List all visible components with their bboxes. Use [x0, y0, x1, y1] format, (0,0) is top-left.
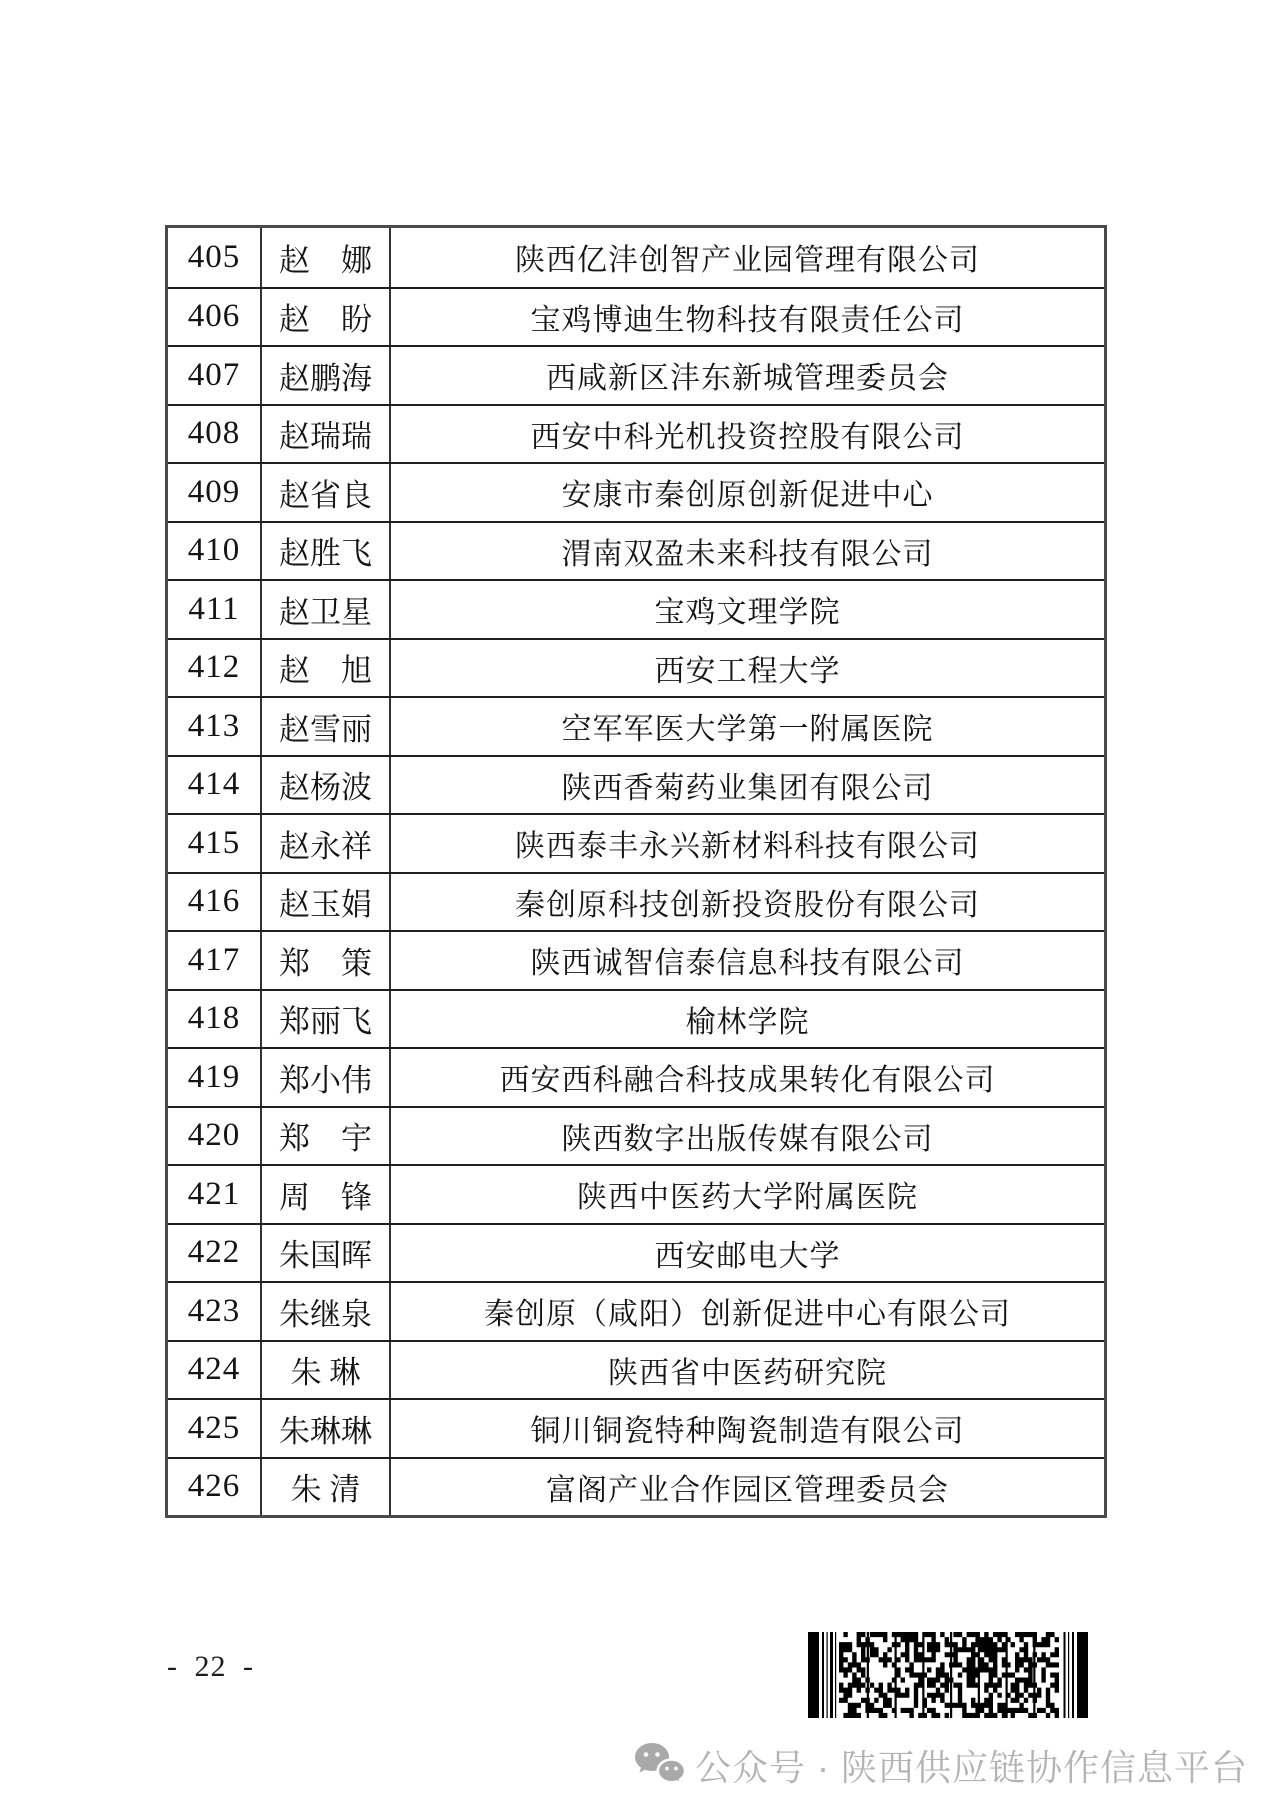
row-number: 415 — [187, 824, 241, 861]
organization-name: 铜川铜瓷特种陶瓷制造有限公司 — [389, 1400, 1104, 1457]
organization-name: 秦创原（咸阳）创新促进中心有限公司 — [389, 1283, 1104, 1340]
table-row — [168, 1398, 1104, 1457]
organization-name: 陕西香菊药业集团有限公司 — [389, 757, 1104, 814]
table-row — [168, 1106, 1104, 1165]
organization-name: 西安中科光机投资控股有限公司 — [389, 406, 1104, 463]
organization-name: 西安邮电大学 — [389, 1225, 1104, 1282]
organization-name: 陕西泰丰永兴新材料科技有限公司 — [389, 815, 1104, 872]
row-number: 420 — [187, 1117, 241, 1154]
person-name: 赵 旭 — [260, 640, 389, 697]
wechat-watermark-footer — [634, 1740, 1248, 1791]
person-name: 郑小伟 — [260, 1049, 389, 1106]
wechat-icon — [634, 1742, 686, 1789]
person-name: 郑丽飞 — [260, 991, 389, 1048]
organization-name: 陕西数字出版传媒有限公司 — [389, 1108, 1104, 1165]
organization-name: 秦创原科技创新投资股份有限公司 — [389, 874, 1104, 931]
row-number: 409 — [187, 473, 241, 510]
person-name: 赵永祥 — [260, 815, 389, 872]
row-number: 410 — [187, 532, 241, 569]
person-name: 赵 娜 — [260, 228, 389, 287]
roster-table — [165, 225, 1107, 1518]
person-name: 赵省良 — [260, 464, 389, 521]
table-row — [168, 1047, 1104, 1106]
table-row — [168, 872, 1104, 931]
row-number: 408 — [187, 415, 241, 452]
person-name: 赵胜飞 — [260, 523, 389, 580]
row-number: 423 — [187, 1292, 241, 1329]
organization-name: 空军军医大学第一附属医院 — [389, 698, 1104, 755]
organization-name: 陕西省中医药研究院 — [389, 1342, 1104, 1399]
organization-name: 渭南双盈未来科技有限公司 — [389, 523, 1104, 580]
organization-name: 宝鸡博迪生物科技有限责任公司 — [389, 289, 1104, 346]
pdf417-barcode-image — [808, 1632, 1088, 1718]
table-row — [168, 638, 1104, 697]
row-number: 418 — [187, 1000, 241, 1037]
row-number: 407 — [187, 356, 241, 393]
row-number: 414 — [187, 766, 241, 803]
table-row — [168, 579, 1104, 638]
person-name: 赵 盼 — [260, 289, 389, 346]
organization-name: 西咸新区沣东新城管理委员会 — [389, 347, 1104, 404]
table-row — [168, 813, 1104, 872]
row-number: 425 — [187, 1409, 241, 1446]
table-row — [168, 755, 1104, 814]
row-number: 413 — [187, 707, 241, 744]
person-name: 赵玉娟 — [260, 874, 389, 931]
table-row — [168, 1457, 1104, 1516]
table-row — [168, 1223, 1104, 1282]
person-name: 朱琳琳 — [260, 1400, 389, 1457]
organization-name: 宝鸡文理学院 — [389, 581, 1104, 638]
table-row — [168, 989, 1104, 1048]
row-number: 426 — [187, 1468, 241, 1505]
table-row — [168, 404, 1104, 463]
row-number: 424 — [187, 1351, 241, 1388]
table-row — [168, 1164, 1104, 1223]
table-row — [168, 696, 1104, 755]
table-row — [168, 462, 1104, 521]
row-number: 417 — [187, 941, 241, 978]
person-name: 郑 宇 — [260, 1108, 389, 1165]
person-name: 赵雪丽 — [260, 698, 389, 755]
table-row — [168, 930, 1104, 989]
page-number: - 22 - — [167, 1650, 254, 1683]
person-name: 赵杨波 — [260, 757, 389, 814]
person-name: 郑 策 — [260, 932, 389, 989]
person-name: 朱 清 — [260, 1459, 389, 1516]
table-row — [168, 521, 1104, 580]
row-number: 411 — [188, 590, 240, 627]
organization-name: 安康市秦创原创新促进中心 — [389, 464, 1104, 521]
row-number: 422 — [187, 1234, 241, 1271]
person-name: 赵瑞瑞 — [260, 406, 389, 463]
person-name: 朱国晖 — [260, 1225, 389, 1282]
organization-name: 陕西中医药大学附属医院 — [389, 1166, 1104, 1223]
row-number: 419 — [187, 1058, 241, 1095]
watermark-text: 公众号 · 陕西供应链协作信息平台 — [695, 1747, 1248, 1788]
table-row — [168, 287, 1104, 346]
table-row — [168, 1340, 1104, 1399]
person-name: 赵卫星 — [260, 581, 389, 638]
organization-name: 西安西科融合科技成果转化有限公司 — [389, 1049, 1104, 1106]
person-name: 朱继泉 — [260, 1283, 389, 1340]
organization-name: 陕西诚智信泰信息科技有限公司 — [389, 932, 1104, 989]
row-number: 412 — [187, 649, 241, 686]
row-number: 416 — [187, 883, 241, 920]
organization-name: 陕西亿沣创智产业园管理有限公司 — [389, 228, 1104, 287]
table-row — [168, 1281, 1104, 1340]
organization-name: 西安工程大学 — [389, 640, 1104, 697]
row-number: 405 — [187, 238, 241, 275]
person-name: 周 锋 — [260, 1166, 389, 1223]
organization-name: 榆林学院 — [389, 991, 1104, 1048]
table-row — [168, 228, 1104, 287]
row-number: 406 — [187, 298, 241, 335]
person-name: 赵鹏海 — [260, 347, 389, 404]
table-row — [168, 345, 1104, 404]
person-name: 朱 琳 — [260, 1342, 389, 1399]
row-number: 421 — [187, 1175, 241, 1212]
organization-name: 富阁产业合作园区管理委员会 — [389, 1459, 1104, 1516]
